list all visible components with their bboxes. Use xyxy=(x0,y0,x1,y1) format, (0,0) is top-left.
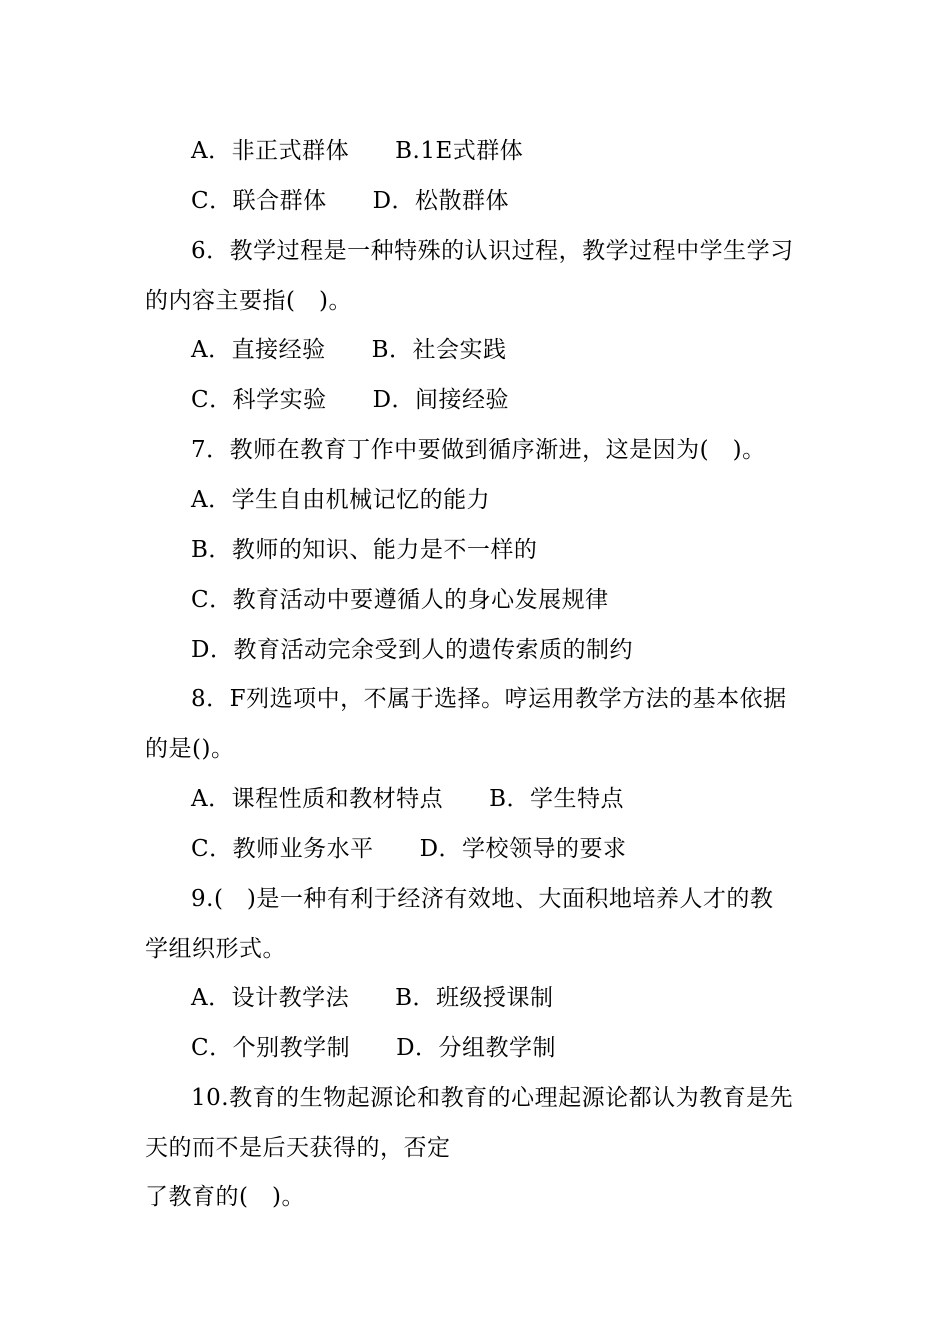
q6-option-a: A．直接经验 xyxy=(191,337,326,363)
q9-options-row-1 xyxy=(191,983,554,1013)
q9-option-a: A．设计教学法 xyxy=(191,985,350,1011)
q10-stem-line-1: 10.教育的生物起源论和教育的心理起源论都认为教育是先 xyxy=(191,1085,794,1111)
q9-stem-line-1: 9.( )是一种有利于经济有效地、大面积地培养人才的教 xyxy=(191,886,774,912)
q10-stem-line-3: 了教育的( )。 xyxy=(145,1184,305,1210)
q6-stem-line-2: 的内容主要指( )。 xyxy=(145,288,352,314)
q5-option-c: C．联合群体 xyxy=(191,188,327,214)
q9-options-row-2 xyxy=(191,1033,556,1063)
q7-option-d: D．教育活动完余受到人的遗传索质的制约 xyxy=(191,637,633,663)
q6-options-row-1 xyxy=(191,335,507,365)
q9-stem-line-2: 学组织形式。 xyxy=(145,936,286,962)
q10-stem-line-2: 天的而不是后天获得的，否定 xyxy=(145,1135,451,1161)
q5-option-d: D．松散群体 xyxy=(372,188,510,214)
q9-option-d: D．分组教学制 xyxy=(396,1035,557,1061)
q5-options-row-2 xyxy=(191,186,509,216)
q5-option-b: B.1E式群体 xyxy=(395,138,524,164)
q9-option-b: B．班级授课制 xyxy=(395,985,554,1011)
q7-stem-line-1: 7．教师在教育丁作中要做到循序渐进，这是因为( )。 xyxy=(191,437,766,463)
q8-options-row-2 xyxy=(191,834,627,864)
q8-stem-line-2: 的是()。 xyxy=(145,736,235,762)
q6-option-d: D．间接经验 xyxy=(372,387,510,413)
q9-option-c: C．个别教学制 xyxy=(191,1035,351,1061)
q8-option-c: C．教师业务水平 xyxy=(191,836,374,862)
q5-options-row-1 xyxy=(191,136,523,166)
q5-option-a: A．非正式群体 xyxy=(191,138,350,164)
q6-options-row-2 xyxy=(191,385,509,415)
q6-stem-line-1: 6．教学过程是一种特殊的认识过程，教学过程中学生学习 xyxy=(191,238,794,264)
q6-option-c: C．科学实验 xyxy=(191,387,327,413)
q6-option-b: B．社会实践 xyxy=(371,337,507,363)
q8-stem-line-1: 8．F列选项中，不属于选择。哼运用教学方法的基本依据 xyxy=(191,686,787,712)
q8-option-b: B．学生特点 xyxy=(489,786,625,812)
q8-options-row-1 xyxy=(191,784,624,814)
q7-option-a: A．学生自由机械记忆的能力 xyxy=(191,487,491,513)
q7-option-c: C．教育活动中要遵循人的身心发展规律 xyxy=(191,587,609,613)
q8-option-d: D．学校领导的要求 xyxy=(419,836,627,862)
q8-option-a: A．课程性质和教材特点 xyxy=(191,786,444,812)
q7-option-b: B．教师的知识、能力是不一样的 xyxy=(191,537,538,563)
